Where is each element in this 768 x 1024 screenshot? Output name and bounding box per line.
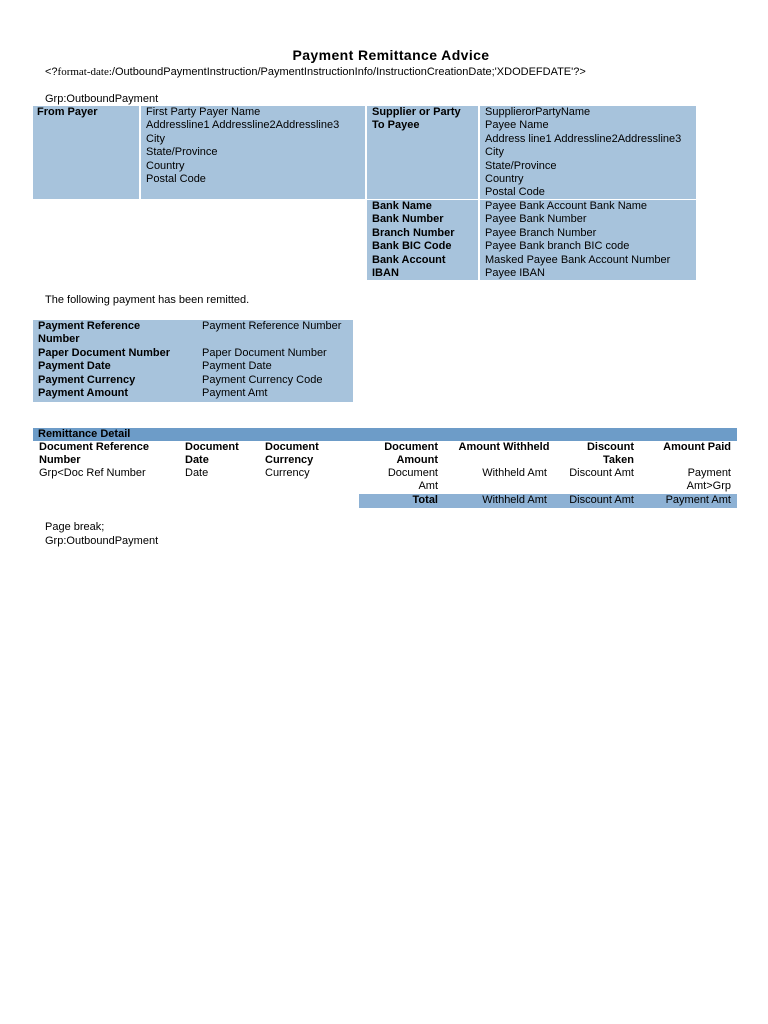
header-line: Taken bbox=[603, 454, 634, 467]
header-line: Discount bbox=[586, 441, 634, 453]
from-payer-label: From Payer bbox=[37, 106, 98, 118]
remittance-detail-title-bar bbox=[33, 428, 737, 441]
cell-text: Withheld Amt bbox=[482, 467, 547, 479]
payment-label: Payment Date bbox=[38, 360, 111, 373]
bank-value: Payee Branch Number bbox=[485, 226, 597, 239]
table-row bbox=[33, 467, 737, 494]
header-line: Currency bbox=[265, 454, 314, 467]
page-break-text: Page break; bbox=[45, 521, 105, 533]
payment-labels bbox=[38, 320, 198, 400]
payment-label: Paper Document Number bbox=[38, 346, 171, 359]
header-line: Amount bbox=[396, 454, 438, 467]
group-label-bottom: Grp:OutboundPayment bbox=[45, 535, 159, 547]
cell-doc-currency bbox=[259, 467, 359, 480]
payment-summary-table bbox=[33, 320, 353, 402]
payment-values bbox=[202, 320, 352, 400]
payment-label: Payment Amount bbox=[38, 386, 129, 399]
payee-line: Payee Name bbox=[485, 119, 549, 132]
cell-doc-amount bbox=[359, 467, 444, 494]
header-line: Amount Paid bbox=[663, 441, 731, 453]
format-keyword: format-date: bbox=[57, 66, 112, 78]
total-paid-cell bbox=[640, 494, 737, 507]
payee-line: City bbox=[485, 146, 504, 159]
bank-value: Payee Bank branch BIC code bbox=[485, 240, 630, 253]
header-doc-currency bbox=[259, 441, 359, 468]
cell-paid bbox=[640, 467, 737, 494]
payee-label-line2: To Payee bbox=[372, 119, 420, 132]
bank-label: Bank BIC Code bbox=[372, 240, 452, 253]
bank-value: Payee Bank Account Bank Name bbox=[485, 200, 648, 212]
payment-value: Payment Currency Code bbox=[202, 373, 323, 386]
total-discount-cell bbox=[553, 494, 640, 507]
group-label-top: Grp:OutboundPayment bbox=[45, 93, 159, 105]
payer-line: City bbox=[146, 132, 165, 145]
payment-ref-value: Payment Reference Number bbox=[202, 320, 342, 332]
payer-line: Addressline1 Addressline2Addressline3 bbox=[146, 119, 340, 132]
payment-value: Payment Date bbox=[202, 360, 272, 373]
total-paid: Payment Amt bbox=[665, 494, 731, 506]
remittance-detail-title: Remittance Detail bbox=[38, 428, 131, 440]
header-line: Number bbox=[39, 454, 81, 467]
total-discount: Discount Amt bbox=[569, 494, 634, 506]
cell-text: Date bbox=[185, 467, 209, 479]
cell-text: Currency bbox=[265, 467, 310, 479]
bank-label: Bank Number bbox=[372, 213, 444, 226]
header-amount-withheld bbox=[444, 441, 564, 454]
cell-doc-ref bbox=[33, 467, 179, 480]
format-path: /OutboundPaymentInstruction/PaymentInstructionInfo/InstructionCreationDate;'XDODEFDATE'?> bbox=[111, 66, 586, 78]
total-withheld-cell bbox=[444, 494, 553, 507]
payee-line: SupplierorPartyName bbox=[485, 106, 591, 118]
total-label: Total bbox=[412, 494, 438, 506]
remitted-text: The following payment has been remitted. bbox=[45, 294, 250, 306]
cell-text: Amt>Grp bbox=[686, 480, 731, 493]
cell-text: Document bbox=[387, 467, 438, 479]
from-payer-label-cell bbox=[33, 106, 139, 199]
payment-value: Paper Document Number bbox=[202, 346, 327, 359]
cell-text: Discount Amt bbox=[569, 467, 634, 479]
total-row bbox=[359, 494, 737, 508]
remittance-header-row bbox=[33, 441, 737, 468]
header-amount-paid bbox=[640, 441, 737, 454]
payee-label-cell bbox=[367, 106, 478, 199]
header-discount-taken bbox=[564, 441, 640, 468]
spacer bbox=[202, 333, 352, 346]
header-line: Amount Withheld bbox=[458, 441, 550, 453]
cell-text: Payment bbox=[687, 467, 731, 479]
total-withheld: Withheld Amt bbox=[482, 494, 547, 506]
payment-value: Payment Amt bbox=[202, 386, 268, 399]
payment-ref-label-line2: Number bbox=[38, 333, 80, 346]
header-doc-ref bbox=[33, 441, 179, 468]
payment-ref-label-line1: Payment Reference bbox=[38, 320, 141, 332]
header-line: Document bbox=[384, 441, 438, 453]
bank-values-cell bbox=[480, 200, 696, 280]
format-prefix: <? bbox=[45, 66, 58, 78]
bank-label: Bank Account bbox=[372, 253, 446, 266]
cell-text: Grp<Doc Ref Number bbox=[39, 467, 146, 479]
payee-line: Postal Code bbox=[485, 186, 545, 199]
bank-value: Masked Payee Bank Account Number bbox=[485, 253, 671, 266]
bank-value: Payee Bank Number bbox=[485, 213, 587, 226]
header-doc-date bbox=[179, 441, 259, 468]
payee-line: Country bbox=[485, 172, 524, 185]
cell-doc-date bbox=[179, 467, 259, 480]
header-line: Document bbox=[185, 441, 239, 453]
bank-value: Payee IBAN bbox=[485, 266, 545, 279]
payer-address-cell bbox=[141, 106, 365, 199]
bank-label: Branch Number bbox=[372, 226, 455, 239]
format-date-directive bbox=[45, 66, 586, 78]
header-line: Document bbox=[265, 441, 319, 453]
cell-withheld bbox=[444, 467, 553, 480]
header-line: Document Reference bbox=[39, 441, 150, 453]
payer-line: Country bbox=[146, 159, 185, 172]
bank-label: IBAN bbox=[372, 266, 399, 279]
payer-line: Postal Code bbox=[146, 172, 206, 185]
header-doc-amount bbox=[359, 441, 444, 468]
payee-label-line1: Supplier or Party bbox=[372, 106, 461, 118]
payee-line: Address line1 Addressline2Addressline3 bbox=[485, 132, 682, 145]
bank-labels-cell bbox=[367, 200, 478, 280]
payment-label: Payment Currency bbox=[38, 373, 136, 386]
payee-address-cell bbox=[480, 106, 696, 199]
bank-label: Bank Name bbox=[372, 200, 432, 212]
cell-discount bbox=[553, 467, 640, 480]
payer-line: First Party Payer Name bbox=[146, 106, 261, 118]
total-label-cell bbox=[359, 494, 444, 507]
payee-line: State/Province bbox=[485, 159, 557, 172]
header-line: Date bbox=[185, 454, 209, 467]
payer-line: State/Province bbox=[146, 146, 218, 159]
cell-text: Amt bbox=[418, 480, 438, 493]
page-title: Payment Remittance Advice bbox=[292, 47, 490, 63]
